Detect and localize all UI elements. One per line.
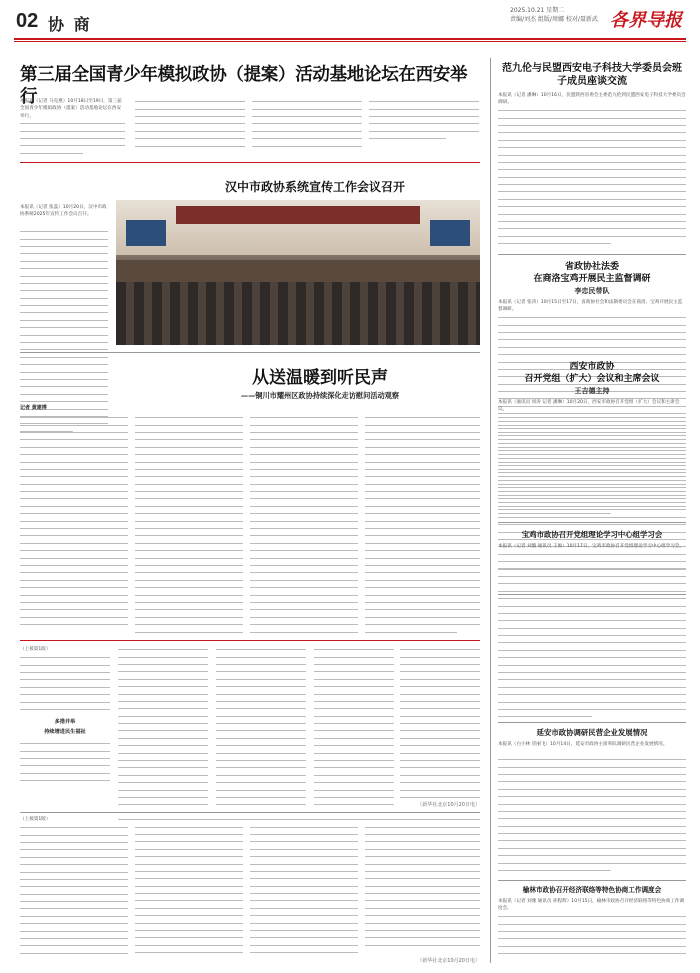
header-rule-thin (14, 41, 686, 42)
bottom-byline: （上接第1版） (20, 647, 51, 652)
tongchuan-byline: 记者 黄建博 (20, 405, 47, 411)
right-article-2-headline: 省政协社法委 (564, 262, 619, 272)
photo-audience (116, 282, 480, 345)
hanzhong-headline: 汉中市政协系统宣传工作会议召开 (224, 180, 405, 194)
lead-column-4 (369, 98, 479, 142)
baoji-byline: 本报讯（记者 刘璇 通讯员 王俊）10月17日，宝鸡市政协召开党组理论学习中心组学习会。 (498, 544, 685, 549)
bottom-column-4 (314, 646, 394, 823)
section-name: 协 商 (48, 15, 92, 34)
bottom-column-1a (20, 654, 110, 713)
bottom-byline-2: （上接第1版） (20, 817, 51, 822)
bottom-divider (20, 812, 480, 813)
lead-byline: 本报讯（记者 马克惠）10月18日至19日，第三届全国青少年模拟政协（提案）活动基地论坛在西安举行。 (20, 99, 122, 119)
right-article-1-body (498, 107, 686, 247)
header-rule (14, 38, 686, 40)
bottom-source-2: （新华社北京10月20日电） (417, 958, 480, 964)
photo-table (116, 260, 480, 282)
bottom-column-5 (400, 646, 480, 801)
masthead (0, 0, 700, 50)
bottom2-column-4 (365, 816, 480, 949)
hanzhong-byline: 本报讯（记者 张蕊）10月20日，汉中市政协系统2025年宣传工作会议召开。 (20, 205, 107, 218)
lead-column-3 (252, 98, 362, 150)
yulin-headline: 榆林市政协召开经济联络等特色协商工作调度会 (522, 886, 662, 894)
bottom2-column-2 (135, 816, 243, 956)
yulin-body (498, 913, 686, 957)
bottom-subhead-2: 持续增进民生福祉 (44, 729, 86, 735)
bottom-subhead-1: 多措并举 (54, 719, 76, 725)
right-article-1-byline: 本报讯（记者 潘琳）10月16日，民盟陕西省委会主委范九伦到民盟西安电子科技大学委员会调研。 (498, 93, 686, 106)
right-article-2-byline: 本报讯（记者 张涛）10月15日至17日，省政协社会和法制委员会在商洛、宝鸡开展民主监督调研。 (498, 300, 683, 313)
date-line: 2025.10.21 星期二 责编/刘杰 组版/周娜 校对/聂新武 (510, 7, 598, 23)
right-article-2-author: 李忠民带队 (574, 287, 610, 295)
yanan-byline: 本报讯（白小林 冒丽飞）10月14日，延安市政协主席率队调研民营企业发展情况。 (498, 742, 668, 747)
tongchuan-column-2 (135, 414, 243, 636)
page-number: 02 (16, 10, 39, 32)
column-separator (490, 58, 491, 963)
photo-screen-right (430, 220, 470, 246)
right-divider-5 (498, 880, 686, 881)
hanzhong-divider (20, 352, 480, 353)
tongchuan-column-3 (250, 414, 358, 636)
lead-divider (20, 162, 480, 163)
paper-name-logo: 各界导报 (610, 10, 682, 31)
bottom-column-2 (118, 646, 208, 823)
baoji-body (498, 558, 686, 721)
xian-byline: 本报讯（通讯员 同涛 记者 潘琳）10月20日，西安市政协召开党组（扩大）会议和主席会议。 (498, 400, 680, 413)
lead-headline: 第三届全国青少年模拟政协（提案）活动基地论坛在西安举行 (20, 65, 468, 107)
bottom-column-3 (216, 646, 306, 823)
tongchuan-divider (20, 640, 480, 641)
hanzhong-meeting-photo (116, 200, 480, 345)
xian-headline-2: 召开党组（扩大）会议和主席会议 (524, 374, 660, 384)
tongchuan-headline: 从送温暖到听民声 (252, 368, 388, 388)
tongchuan-column-4 (365, 414, 480, 636)
right-divider-3 (498, 522, 686, 523)
right-article-1-headline: 范九伦与民盟西安电子科技大学委员会班子成员座谈交流 (502, 63, 682, 87)
right-article-2-headline-2: 在商洛宝鸡开展民主监督调研 (533, 274, 651, 284)
bottom-source: （新华社北京10月20日电） (417, 802, 480, 808)
yanan-headline: 延安市政协调研民营企业发展情况 (536, 728, 648, 737)
photo-screen-left (126, 220, 166, 246)
bottom-column-1b (20, 740, 110, 784)
right-divider-1 (498, 254, 686, 255)
right-divider-4 (498, 722, 686, 723)
xian-author: 王吉德主持 (574, 387, 610, 395)
tongchuan-subtitle: ——铜川市耀州区政协持续深化走访慰问活动观察 (240, 391, 400, 400)
photo-banner (176, 206, 420, 224)
tongchuan-column-1 (20, 414, 128, 628)
lead-column-2 (135, 98, 245, 150)
yulin-byline: 本报讯（记者 刘豫 通讯员 孙程辉）10月15日，榆林市政协召开经济联络等特色协商工作调度会。 (498, 899, 685, 912)
yanan-body (498, 756, 686, 874)
xian-headline: 西安市政协 (569, 362, 615, 372)
baoji-headline: 宝鸡市政协召开党组理论学习中心组学习会 (521, 530, 663, 539)
lead-column-1 (20, 120, 125, 157)
lead-body (20, 98, 480, 154)
bottom2-column-3 (250, 816, 358, 956)
xian-body (498, 414, 686, 517)
bottom2-column-1 (20, 824, 128, 957)
